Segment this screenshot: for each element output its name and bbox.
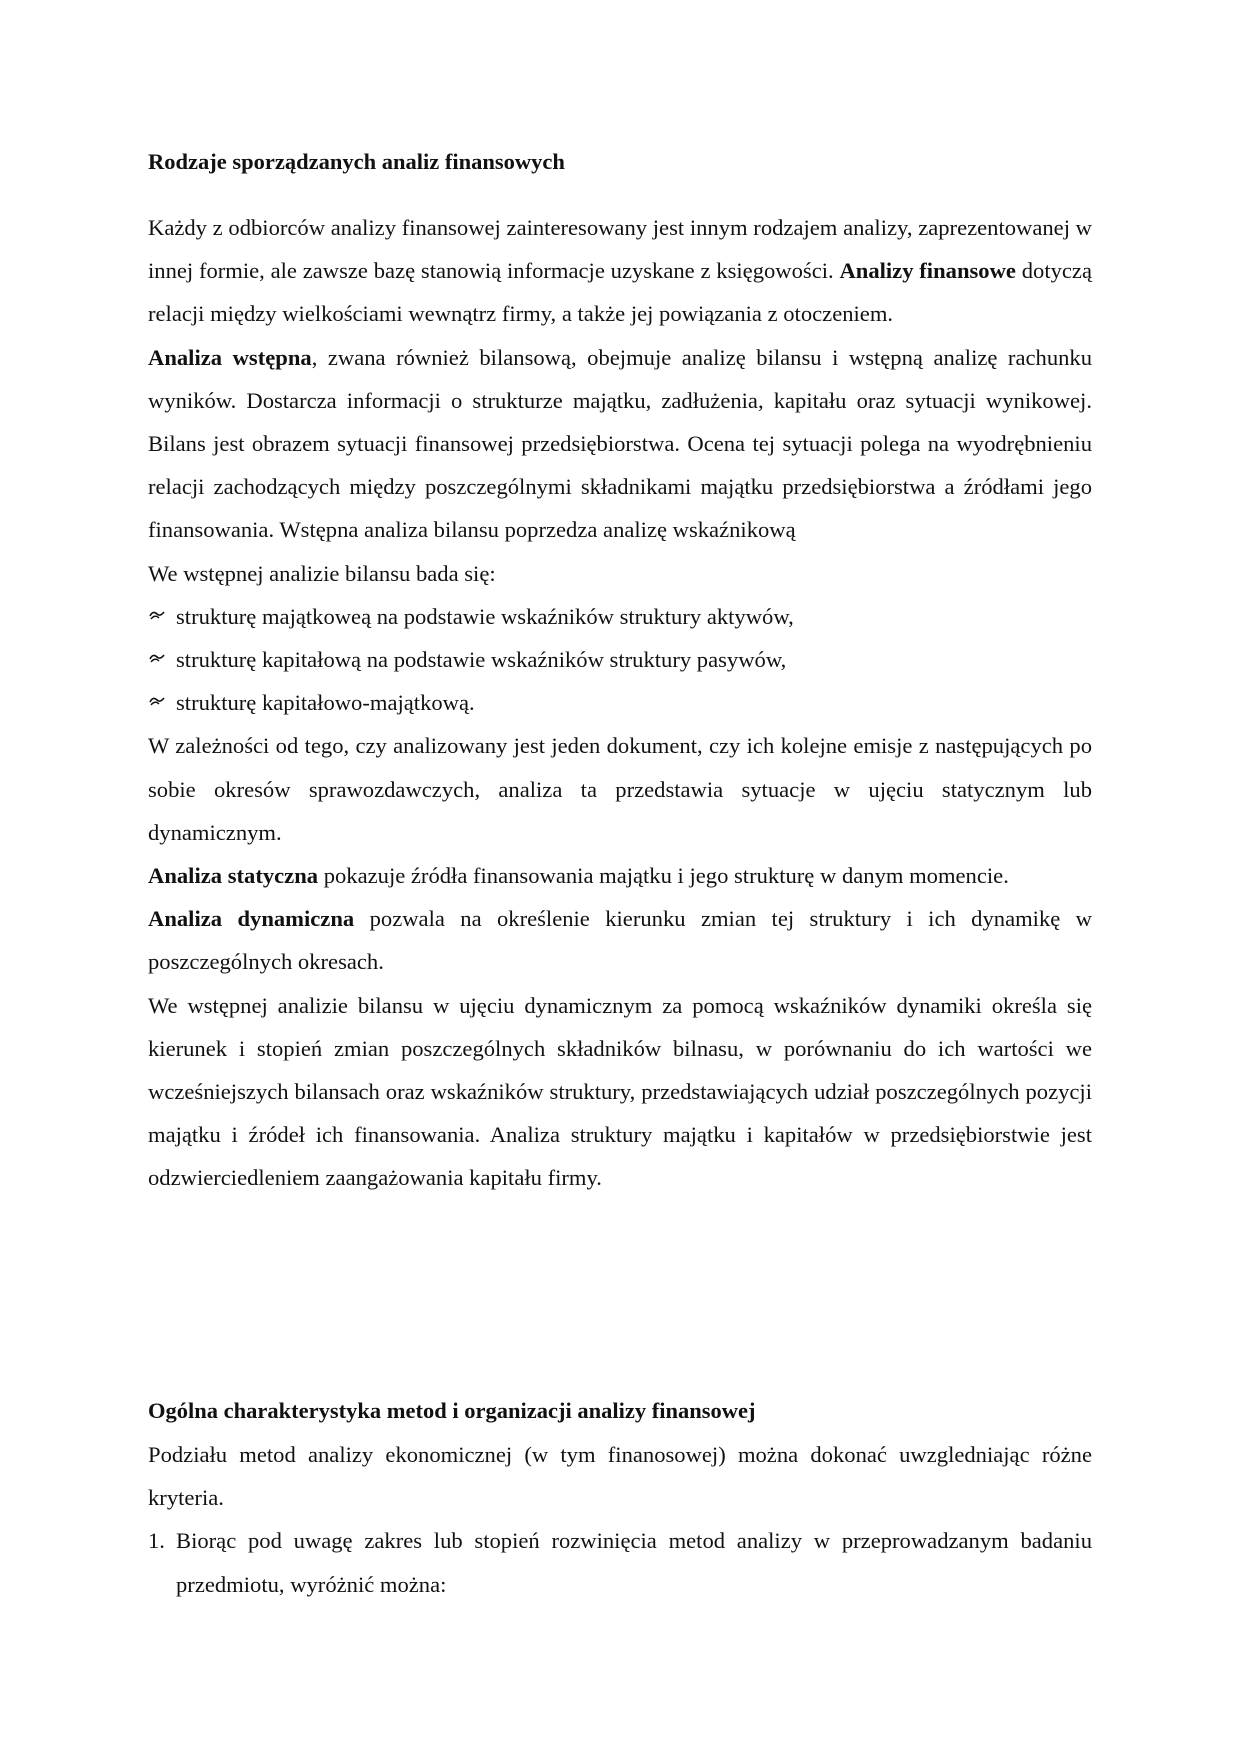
paragraph-7: We wstępnej analizie bilansu w ujęciu dynamicznym za pomocą wskaźników dynamiki określa się kierunek i stopień zmian poszczególnych składników bilnasu, w porównaniu do ich wartości we wcześniejszych bilansach oraz wskaźników struktury, przedstawiających udział poszczególnych pozycji majątku i źródeł ich finansowania. Analiza struktury majątku i kapitałów w przedsiębiorstwie jest odzwierciedleniem zaangażowania kapitału firmy. [148, 992, 1092, 1191]
bullet-list [148, 595, 1092, 725]
numbered-list [148, 1519, 1092, 1605]
list-item: strukturę kapitałowo-majątkową. [148, 681, 1092, 724]
section-title-1: Rodzaje sporządzanych analiz finansowych [148, 149, 565, 174]
bullet-icon [148, 595, 166, 638]
paragraph-1: Każdy z odbiorców analizy finansowej zainteresowany jest innym rodzajem analizy, zaprezentowanej w innej formie, ale zawsze bazę stanowią informacje uzyskane z księgowości. Analizy finansowe dotyczą relacji między wielkościami wewnątrz firmy, a także jej powiązania z otoczeniem. [148, 215, 1092, 327]
paragraph-5: Analiza statyczna pokazuje źródła finansowania majątku i jego strukturę w danym momencie. [148, 863, 1009, 889]
paragraph-2: Analiza wstępna, zwana również bilansową, obejmuje analizę bilansu i wstępną analizę rachunku wyników. Dostarcza informacji o strukturze majątku, zadłużenia, kapitału oraz sytuacji wynikowej. Bilans jest obrazem sytuacji finansowej przedsiębiorstwa. Ocena tej sytuacji polega na wyodrębnieniu relacji zachodzących między poszczególnymi składnikami majątku przedsiębiorstwa a źródłami jego finansowania. Wstępna analiza bilansu poprzedza analizę wskaźnikową [148, 344, 1093, 543]
paragraph-8: Podziału metod analizy ekonomicznej (w tym finanosowej) można dokonać uwzgledniając różne kryteria. [148, 1442, 1092, 1511]
paragraph-4: W zależności od tego, czy analizowany jest jeden dokument, czy ich kolejne emisje z następujących po sobie okresów sprawozdawczych, analiza ta przedstawia sytuacje w ujęciu statycznym lub dynamicznym. [148, 733, 1092, 845]
bold-term: Analizy finansowe [839, 258, 1016, 284]
bullet-icon [148, 638, 166, 681]
bold-term: Analiza dynamiczna [148, 906, 355, 932]
section-1-body [148, 206, 1092, 1200]
list-item: strukturę kapitałową na podstawie wskaźników struktury pasywów, [148, 638, 1092, 681]
section-title-2: Ogólna charakterystyka metod i organizacji analizy finansowej [148, 1398, 756, 1423]
paragraph-6: Analiza dynamiczna pozwala na określenie kierunku zmian tej struktury i ich dynamikę w poszczególnych okresach. [148, 906, 1092, 975]
list-item: strukturę majątkoweą na podstawie wskaźników struktury aktywów, [148, 595, 1092, 638]
list-item: 1. Biorąc pod uwagę zakres lub stopień rozwinięcia metod analizy w przeprowadzanym badaniu przedmiotu, wyróżnić można: [148, 1528, 1092, 1597]
bold-term: Analiza statyczna [148, 863, 319, 889]
bullet-icon [148, 681, 166, 724]
paragraph-3: We wstępnej analizie bilansu bada się: [148, 560, 496, 586]
bold-term: Analiza wstępna [148, 344, 312, 370]
section-2-body [148, 1433, 1092, 1606]
